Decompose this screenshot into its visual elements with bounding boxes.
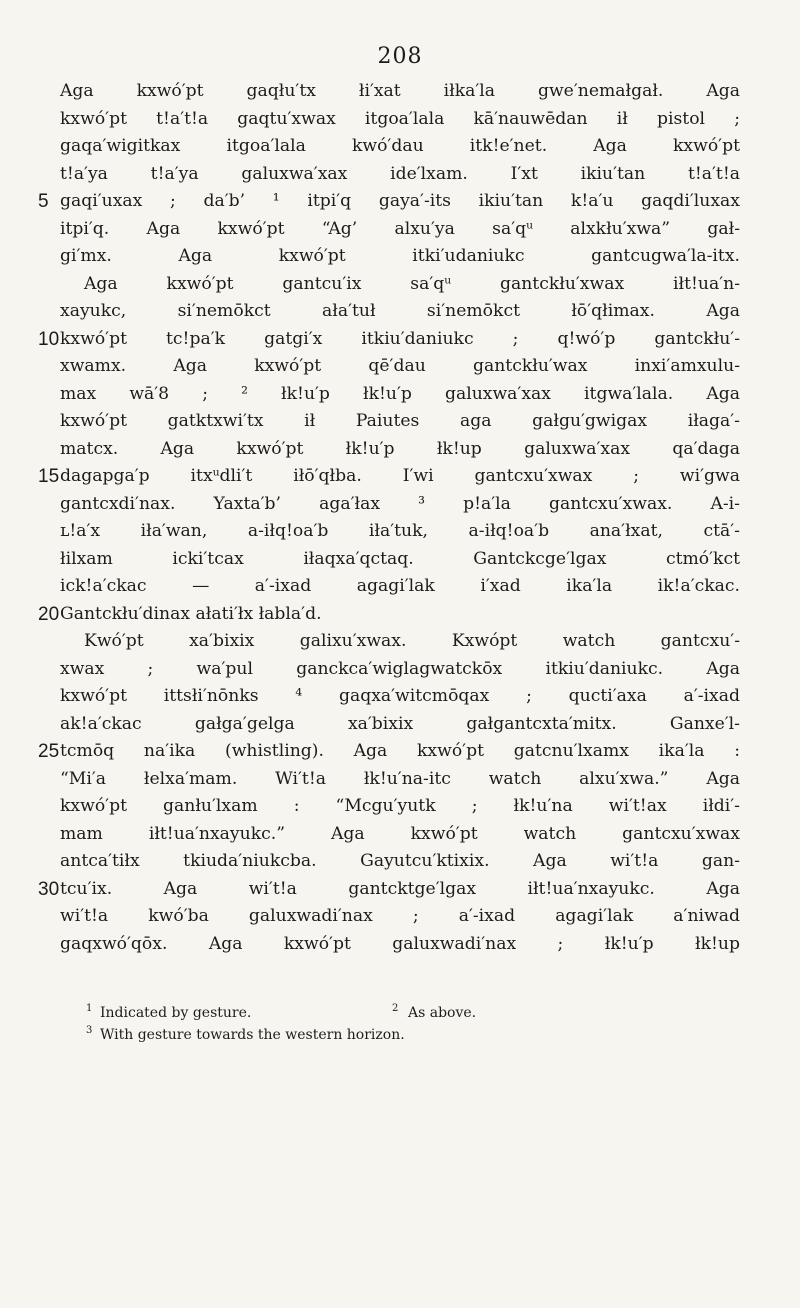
line-text: ʟ!a′x iła′wan, a-iłq!oa′b iła′tuk, a-iłq!oa′b ana′łxat, ctā′- <box>60 521 740 541</box>
line-text: ak!a′ckac gałga′gelga xa′bixix gałgantcxta′mitx. Ganxe′l- <box>60 713 740 734</box>
line-text: kxwó′pt ganłu′lxam : “Mcgu′yutk ; łk!u′na wi′t!ax iłdi′- <box>60 796 740 816</box>
text-line <box>0 463 800 491</box>
text-line <box>0 436 800 464</box>
line-text: kxwó′pt ittsłi′nōnks ⁴ gaqxa′witcmōqax ; qucti′axa a′-ixad <box>60 686 740 706</box>
footnote-marker: 3 <box>86 1025 93 1036</box>
line-number: 15 <box>38 466 60 487</box>
text-line <box>0 903 800 931</box>
text-line <box>0 243 800 271</box>
text-line <box>0 106 800 134</box>
text-line <box>0 876 800 904</box>
text-line <box>0 821 800 849</box>
text-line <box>0 793 800 821</box>
line-text: t!a′ya t!a′ya galuxwa′xax ide′lxam. I′xt ikiu′tan t!a′t!a <box>60 163 740 184</box>
footnote-text: With gesture towards the western horizon. <box>100 1027 405 1043</box>
line-number: 20 <box>38 603 60 625</box>
text-line <box>0 848 800 876</box>
line-text: dagapga′p itxᵘdli′t iłō′qłba. I′wi gantcxu′xwax ; wi′gwa <box>60 466 740 486</box>
text-line <box>0 381 800 409</box>
text-line <box>0 766 800 794</box>
text-line <box>0 518 800 546</box>
line-number: 10 <box>38 328 60 350</box>
line-text: gaqa′wigitkax itgoa′lala kwó′dau itk!e′net. Aga kxwó′pt <box>60 136 740 156</box>
text-line <box>0 683 800 711</box>
line-text: tcmōq na′ika (whistling). Aga kxwó′pt gatcnu′lxamx ika′la : <box>60 741 740 761</box>
line-text: gantcxdi′nax. Yaxta′b’ aga′łax ³ p!a′la gantcxu′xwax. A-i- <box>60 493 740 514</box>
text-line <box>0 601 800 629</box>
text-line <box>0 656 800 684</box>
footnote-text: As above. <box>408 1005 477 1021</box>
line-text: Aga kxwó′pt gaqłu′tx łi′xat iłka′la gwe′nemałgał. Aga <box>60 81 740 101</box>
line-text: antca′tiłx tkiuda′niukcba. Gayutcu′ktixix. Aga wi′t!a gan- <box>60 851 740 871</box>
text-line <box>0 711 800 739</box>
line-text: kxwó′pt gatktxwi′tx ił Paiutes aga gałgu′gwigax iłaga′- <box>60 411 740 431</box>
line-text: mam iłt!ua′nxayukc.” Aga kxwó′pt watch gantcxu′xwax <box>60 823 740 844</box>
text-line <box>0 573 800 601</box>
line-text: gaqi′uxax ; da′b’ ¹ itpi′q gaya′-its ikiu′tan k!a′u gaqdi′luxax <box>60 191 740 211</box>
line-text: gaqxwó′qōx. Aga kxwó′pt galuxwadi′nax ; łk!u′p łk!up <box>60 933 740 954</box>
line-text: tcu′ix. Aga wi′t!a gantcktge′lgax iłt!ua′nxayukc. Aga <box>60 878 740 899</box>
text-line <box>0 78 800 106</box>
line-text: gi′mx. Aga kxwó′pt itki′udaniukc gantcugwa′la-itx. <box>60 246 740 266</box>
footnotes <box>0 1002 800 1046</box>
text-line <box>0 738 800 766</box>
footnote-text: Indicated by gesture. <box>100 1005 252 1021</box>
footnote-1 <box>0 1002 800 1024</box>
line-text: itpi′q. Aga kxwó′pt “Ag’ alxu′ya sa′qᵘ alxkłu′xwa” gał- <box>60 218 740 239</box>
line-text: wi′t!a kwó′ba galuxwadi′nax ; a′-ixad agagi′lak a′niwad <box>60 906 740 926</box>
text-line <box>0 298 800 326</box>
text-line <box>0 546 800 574</box>
text-line <box>0 216 800 244</box>
footnote-marker: 2 <box>392 1003 399 1014</box>
footnote-marker: 1 <box>86 1003 93 1014</box>
line-number: 25 <box>38 741 60 762</box>
line-number: 30 <box>38 878 60 900</box>
line-number: 5 <box>38 191 49 212</box>
line-text: kxwó′pt t!a′t!a gaqtu′xwax itgoa′lala kā′nauwēdan ił pistol ; <box>60 108 740 129</box>
line-text: kxwó′pt tc!pa′k gatgi′x itkiu′daniukc ; q!wó′p gantckłu′- <box>60 328 740 349</box>
line-text: “Mi′a łelxa′mam. Wi′t!a łk!u′na-itc watch alxu′xwa.” Aga <box>60 768 740 789</box>
line-text: matcx. Aga kxwó′pt łk!u′p łk!up galuxwa′xax qa′daga <box>60 438 740 459</box>
line-text: xayukc, si′nemōkct ała′tuł si′nemōkct łō′qłimax. Aga <box>60 301 740 321</box>
text-line <box>0 133 800 161</box>
text-line <box>0 931 800 959</box>
line-text: max wā′8 ; ² łk!u′p łk!u′p galuxwa′xax itgwa′lala. Aga <box>60 383 740 404</box>
text-line <box>0 491 800 519</box>
line-text: xwamx. Aga kxwó′pt qē′dau gantckłu′wax inxi′amxulu- <box>60 356 740 376</box>
page-number: 208 <box>377 44 423 69</box>
text-line <box>0 271 800 299</box>
text-line <box>0 161 800 189</box>
text-line <box>0 353 800 381</box>
line-text: xwax ; wa′pul ganckca′wiglagwatckōx itkiu′daniukc. Aga <box>60 658 740 679</box>
text-line <box>0 408 800 436</box>
line-text: Aga kxwó′pt gantcu′ix sa′qᵘ gantckłu′xwax iłt!ua′n- <box>84 273 740 294</box>
body-text <box>0 78 800 958</box>
line-text: łilxam icki′tcax iłaqxa′qctaq. Gantckcge′lgax ctmó′kct <box>60 548 740 569</box>
text-line <box>0 188 800 216</box>
line-text: ick!a′ckac — a′-ixad agagi′lak i′xad ika′la ik!a′ckac. <box>60 576 740 596</box>
text-line <box>0 326 800 354</box>
text-line <box>0 628 800 656</box>
line-text: Kwó′pt xa′bixix galixu′xwax. Kxwópt watch gantcxu′- <box>84 631 740 651</box>
line-text: Gantckłu′dinax ałati′łx łabla′d. <box>60 603 322 624</box>
footnote-3 <box>0 1024 800 1046</box>
